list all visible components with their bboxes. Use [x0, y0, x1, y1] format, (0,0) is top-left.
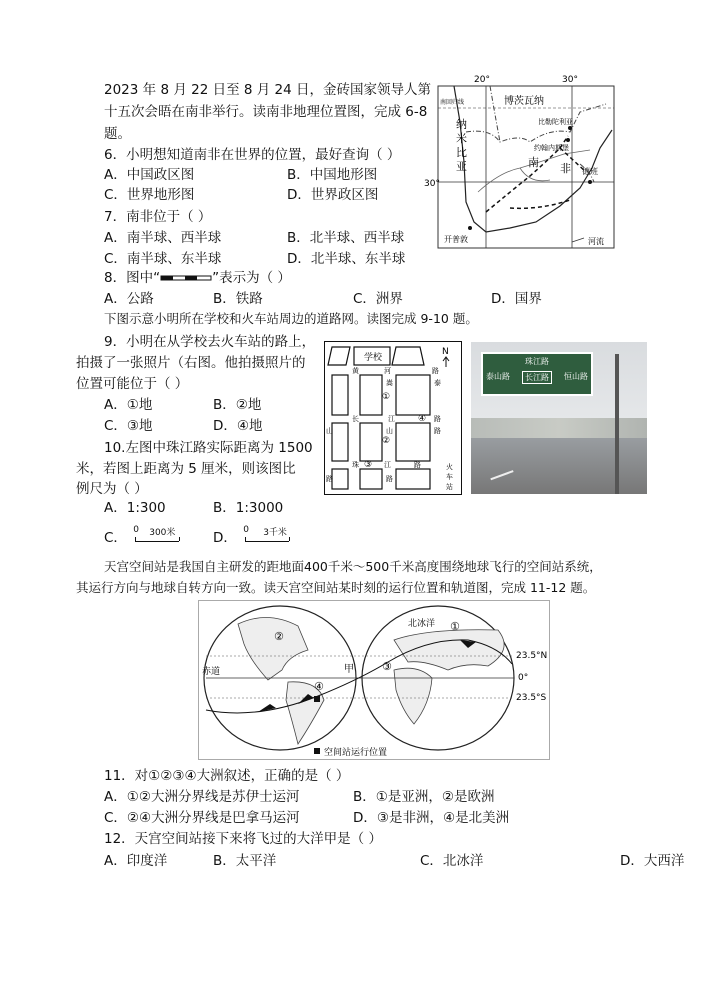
q6-option-a[interactable]: A．中国政区图: [104, 167, 195, 183]
zhujiang-char2: 江: [384, 461, 391, 469]
road-photo: [471, 342, 647, 494]
marker-4: ④: [314, 680, 324, 693]
q6-stem: 6．小明想知道南非在世界的位置，最好查询（ ）: [104, 147, 401, 163]
capetown-label: 开普敦: [444, 235, 468, 244]
shan-char1: 山: [326, 427, 333, 435]
scale-bar-c: 0 300米: [131, 529, 191, 547]
q10-line1: 10.左图中珠江路实际距离为 1500: [104, 440, 313, 456]
q12-option-d[interactable]: D．大西洋: [620, 853, 685, 869]
jia-label: 甲: [344, 664, 354, 675]
namibia-char3: 比: [456, 146, 467, 159]
zhujiang-char1: 珠: [352, 461, 359, 469]
marker-1: ①: [450, 620, 460, 633]
south-africa-char1: 南: [528, 156, 539, 169]
q8-option-b[interactable]: B．铁路: [213, 291, 263, 307]
namibia-char1: 纳: [456, 118, 467, 131]
lon-20-label: 20°: [474, 75, 490, 85]
shan-char2: 路: [326, 475, 333, 483]
q10-option-c[interactable]: C． 0 300米: [104, 526, 191, 547]
circle-3: ③: [364, 460, 373, 470]
arctic-ocean-label: 北冰洋: [408, 619, 436, 629]
q8-option-a[interactable]: A．公路: [104, 291, 154, 307]
legend-river-label: 河流: [588, 237, 604, 246]
marker-3: ③: [382, 660, 392, 673]
sign-pole: [615, 354, 619, 494]
songshan-char1: 嵩: [386, 379, 393, 387]
south-africa-map: [424, 72, 616, 252]
capetown-dot: [468, 226, 472, 230]
q11-option-b[interactable]: B．①是亚洲，②是欧洲: [353, 789, 495, 805]
q10-option-a[interactable]: A．1:300: [104, 500, 166, 516]
q10-line2: 米，若图上距离为 5 厘米，则该图比: [76, 461, 296, 477]
huanghe-char1: 黄: [352, 367, 359, 375]
pretoria-dot: [568, 126, 572, 130]
q11-option-d[interactable]: D．③是非洲，④是北美洲: [353, 810, 510, 826]
intro-text-line3: 题。: [104, 126, 131, 142]
namibia-char4: 亚: [456, 160, 467, 173]
world-globe-map: [198, 600, 550, 760]
tropic-label: 南回归线: [440, 99, 465, 106]
songshan-char2: 山: [386, 427, 393, 435]
q7-stem: 7．南非位于（ ）: [104, 209, 212, 225]
johannesburg-dot: [566, 138, 570, 142]
lat-0-label: 0°: [518, 673, 529, 683]
changjiang-char2: 江: [388, 415, 395, 423]
q8-option-c[interactable]: C．洲界: [353, 291, 403, 307]
station-char2: 车: [446, 473, 453, 481]
tai-char1: 泰: [434, 379, 441, 387]
circle-1: ①: [382, 392, 391, 402]
circle-4: ④: [418, 414, 427, 424]
lat-s-label: 23.5°S: [516, 693, 547, 703]
intro-text-line2: 十五次会晤在南非举行。读南非地理位置图，完成 6-8: [104, 104, 428, 120]
namibia-char2: 米: [456, 132, 467, 145]
tai-char2: 路: [434, 427, 441, 435]
q6-option-b[interactable]: B．中国地形图: [287, 167, 378, 183]
pretoria-label: 比勒陀利亚: [538, 118, 573, 126]
q10-line3: 例尺为（ ）: [76, 481, 148, 497]
q10-option-b[interactable]: B．1:3000: [213, 500, 284, 516]
q6-option-c[interactable]: C．世界地形图: [104, 187, 195, 203]
scale-bar-d: 0 3千米: [241, 529, 301, 547]
songshan-char3: 路: [386, 475, 393, 483]
station-char1: 火: [446, 463, 453, 471]
zhujiang-char3: 路: [414, 461, 421, 469]
durban-dot: [588, 180, 592, 184]
q7-option-c[interactable]: C．南半球、东半球: [104, 251, 222, 267]
marker-2: ②: [274, 630, 284, 643]
road-network-map: [324, 341, 462, 495]
legend-label: 空间站运行位置: [324, 748, 388, 758]
lat-n-label: 23.5°N: [516, 651, 548, 661]
circle-2: ②: [382, 436, 391, 446]
road-arrow-marking: [490, 470, 515, 486]
q7-option-d[interactable]: D．北半球、东半球: [287, 251, 406, 267]
intro3-line2: 其运行方向与地球自转方向一致。读天宫空间站某时刻的运行位置和轨道图，完成 11-12 题。: [76, 580, 596, 595]
q9-option-a[interactable]: A．①地: [104, 397, 153, 413]
school-label: 学校: [364, 353, 383, 363]
q9-option-d[interactable]: D．④地: [213, 418, 263, 434]
changjiang-char1: 长: [352, 415, 359, 423]
johannesburg-label: 约翰内斯堡: [534, 144, 569, 152]
q9-line1: 9．小明在从学校去火车站的路上，: [104, 334, 316, 350]
q8-stem: 8．图中“ ”表示为（ ）: [104, 270, 291, 286]
q7-option-a[interactable]: A．南半球、西半球: [104, 230, 222, 246]
intro-text-line1: 2023 年 8 月 22 日至 8 月 24 日，金砖国家领导人第: [104, 82, 432, 98]
changjiang-char3: 路: [434, 415, 441, 423]
q9-option-c[interactable]: C．③地: [104, 418, 153, 434]
q11-stem: 11．对①②③④大洲叙述，正确的是（ ）: [104, 768, 350, 784]
south-africa-char2: 非: [560, 162, 571, 175]
q7-option-b[interactable]: B．北半球、西半球: [287, 230, 405, 246]
station-position-marker: [314, 696, 320, 702]
durban-label: 德班: [582, 167, 598, 176]
road-sign: 珠江路 泰山路 长江路 恒山路: [481, 352, 593, 396]
huanghe-char2: 河: [384, 367, 391, 375]
q11-option-a[interactable]: A．①②大洲分界线是苏伊士运河: [104, 789, 300, 805]
botswana-label: 博茨瓦纳: [504, 96, 544, 107]
north-label: N: [442, 347, 449, 357]
q12-option-c[interactable]: C．北冰洋: [420, 853, 484, 869]
q9-option-b[interactable]: B．②地: [213, 397, 262, 413]
q12-option-a[interactable]: A．印度洋: [104, 853, 168, 869]
railway-symbol-icon: [160, 273, 212, 283]
q9-line3: 位置可能位于（ ）: [76, 376, 189, 392]
q12-option-b[interactable]: B．太平洋: [213, 853, 277, 869]
q6-option-d[interactable]: D．世界政区图: [287, 187, 379, 203]
intro2-text: 下图示意小明所在学校和火车站周边的道路网。读图完成 9-10 题。: [104, 311, 478, 326]
q9-line2: 拍摄了一张照片（右图。他拍摄照片的: [76, 355, 306, 371]
station-char3: 站: [446, 483, 453, 491]
legend-marker-icon: [314, 748, 320, 754]
q10-option-d[interactable]: D． 0 3千米: [213, 526, 301, 547]
lat-30-label: 30°: [424, 179, 440, 189]
q12-stem: 12．天宫空间站接下来将飞过的大洋甲是（ ）: [104, 831, 382, 847]
lon-30-label: 30°: [562, 75, 578, 85]
equator-label: 赤道: [202, 667, 221, 677]
q11-option-c[interactable]: C．②④大洲分界线是巴拿马运河: [104, 810, 300, 826]
huanghe-char3: 路: [432, 367, 439, 375]
q8-option-d[interactable]: D．国界: [491, 291, 542, 307]
intro3-line1: 天宫空间站是我国自主研发的距地面400千米～500千米高度围绕地球飞行的空间站系统，: [104, 559, 602, 574]
